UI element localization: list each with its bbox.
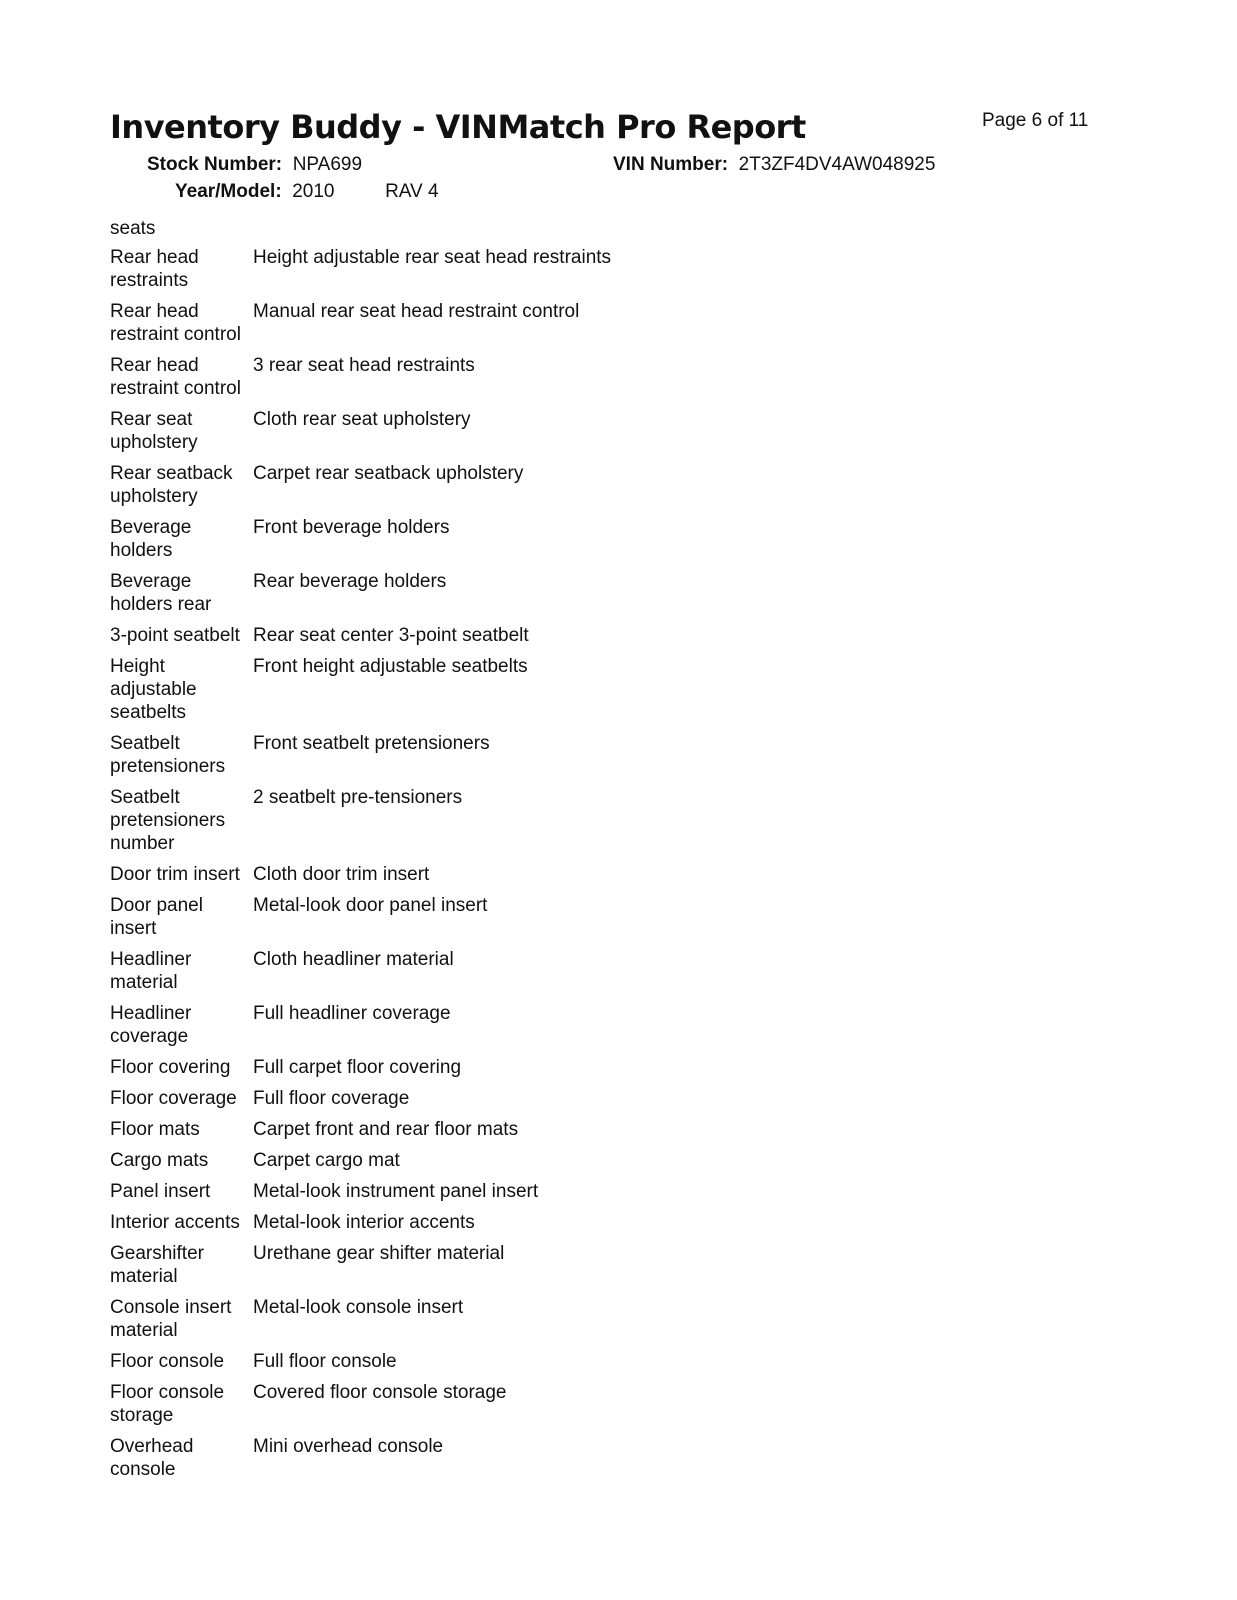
page-number: Page 6 of 11 — [982, 110, 1089, 131]
feature-row — [110, 732, 611, 786]
feature-value: Full floor coverage — [253, 1088, 410, 1109]
feature-value: Metal-look door panel insert — [253, 895, 488, 916]
features-table — [110, 246, 611, 1489]
feature-name: Interior accents — [110, 1212, 240, 1233]
stock-number-label: Stock Number: — [147, 154, 283, 175]
feature-name: Cargo mats — [110, 1150, 209, 1171]
feature-row — [110, 1087, 611, 1118]
feature-row — [110, 1056, 611, 1087]
model-value: RAV 4 — [385, 181, 439, 202]
feature-row — [110, 1002, 611, 1056]
feature-value: Carpet rear seatback upholstery — [253, 463, 524, 484]
feature-row — [110, 462, 611, 516]
feature-row — [110, 786, 611, 863]
feature-row — [110, 894, 611, 948]
feature-name: Beverage holders — [110, 517, 192, 561]
feature-name: Door panel insert — [110, 895, 203, 939]
feature-name: Overhead console — [110, 1436, 194, 1480]
feature-value: Urethane gear shifter material — [253, 1243, 505, 1264]
feature-name: Beverage holders rear — [110, 571, 212, 615]
feature-value: Manual rear seat head restraint control — [253, 301, 580, 322]
feature-name: Seatbelt pretensioners — [110, 733, 226, 777]
feature-name: 3-point seatbelt — [110, 625, 240, 646]
feature-name: Seatbelt pretensioners number — [110, 787, 226, 854]
feature-name: Floor console storage — [110, 1382, 225, 1426]
feature-name: Rear head restraint control — [110, 355, 241, 399]
feature-name: Gearshifter material — [110, 1243, 204, 1287]
feature-row — [110, 1180, 611, 1211]
feature-row — [110, 1242, 611, 1296]
feature-row — [110, 516, 611, 570]
feature-row — [110, 655, 611, 732]
feature-value: Rear seat center 3-point seatbelt — [253, 625, 529, 646]
feature-row — [110, 408, 611, 462]
feature-row — [110, 570, 611, 624]
feature-name: Headliner coverage — [110, 1003, 192, 1047]
stock-number-value: NPA699 — [292, 154, 363, 175]
feature-value: Metal-look console insert — [253, 1297, 464, 1318]
feature-name: Floor mats — [110, 1119, 200, 1140]
feature-value: 2 seatbelt pre-tensioners — [253, 787, 463, 808]
feature-value: Covered floor console storage — [253, 1382, 507, 1403]
feature-name: Door trim insert — [110, 864, 240, 885]
feature-row — [110, 354, 611, 408]
feature-value: Metal-look interior accents — [253, 1212, 475, 1233]
feature-row — [110, 300, 611, 354]
feature-value: Front seatbelt pretensioners — [253, 733, 490, 754]
feature-value: Cloth door trim insert — [253, 864, 430, 885]
feature-name: Floor covering — [110, 1057, 231, 1078]
feature-value: Height adjustable rear seat head restraints — [253, 247, 612, 268]
vin-number-value: 2T3ZF4DV4AW048925 — [738, 154, 936, 175]
feature-row — [110, 246, 611, 300]
feature-name: Panel insert — [110, 1181, 211, 1202]
vin-number-label: VIN Number: — [613, 154, 729, 175]
feature-row — [110, 624, 611, 655]
feature-row — [110, 1350, 611, 1381]
feature-value: Cloth rear seat upholstery — [253, 409, 471, 430]
feature-name: Rear seat upholstery — [110, 409, 198, 453]
stock-number — [147, 154, 362, 176]
continued-text: seats — [110, 218, 156, 239]
feature-value: Front height adjustable seatbelts — [253, 656, 528, 677]
feature-value: Rear beverage holders — [253, 571, 447, 592]
feature-value: Full carpet floor covering — [253, 1057, 462, 1078]
feature-value: Full floor console — [253, 1351, 397, 1372]
report-title: Inventory Buddy - VINMatch Pro Report — [110, 108, 806, 146]
feature-row — [110, 1211, 611, 1242]
year-model — [175, 181, 439, 203]
feature-value: Carpet front and rear floor mats — [253, 1119, 519, 1140]
year-model-label: Year/Model: — [175, 181, 282, 202]
feature-row — [110, 1435, 611, 1489]
feature-row — [110, 1149, 611, 1180]
feature-value: Mini overhead console — [253, 1436, 444, 1457]
feature-value: Full headliner coverage — [253, 1003, 451, 1024]
year-value: 2010 — [292, 181, 335, 202]
feature-row — [110, 863, 611, 894]
feature-row — [110, 1118, 611, 1149]
feature-name: Rear seatback upholstery — [110, 463, 233, 507]
feature-value: 3 rear seat head restraints — [253, 355, 475, 376]
feature-name: Rear head restraint control — [110, 301, 241, 345]
feature-row — [110, 1296, 611, 1350]
feature-value: Carpet cargo mat — [253, 1150, 400, 1171]
feature-value: Front beverage holders — [253, 517, 450, 538]
feature-name: Height adjustable seatbelts — [110, 656, 197, 723]
feature-row — [110, 1381, 611, 1435]
feature-name: Headliner material — [110, 949, 192, 993]
feature-value: Cloth headliner material — [253, 949, 454, 970]
feature-name: Rear head restraints — [110, 247, 199, 291]
feature-name: Floor coverage — [110, 1088, 237, 1109]
vin-number — [613, 154, 935, 176]
feature-name: Floor console — [110, 1351, 225, 1372]
feature-row — [110, 948, 611, 1002]
feature-name: Console insert material — [110, 1297, 232, 1341]
feature-value: Metal-look instrument panel insert — [253, 1181, 539, 1202]
